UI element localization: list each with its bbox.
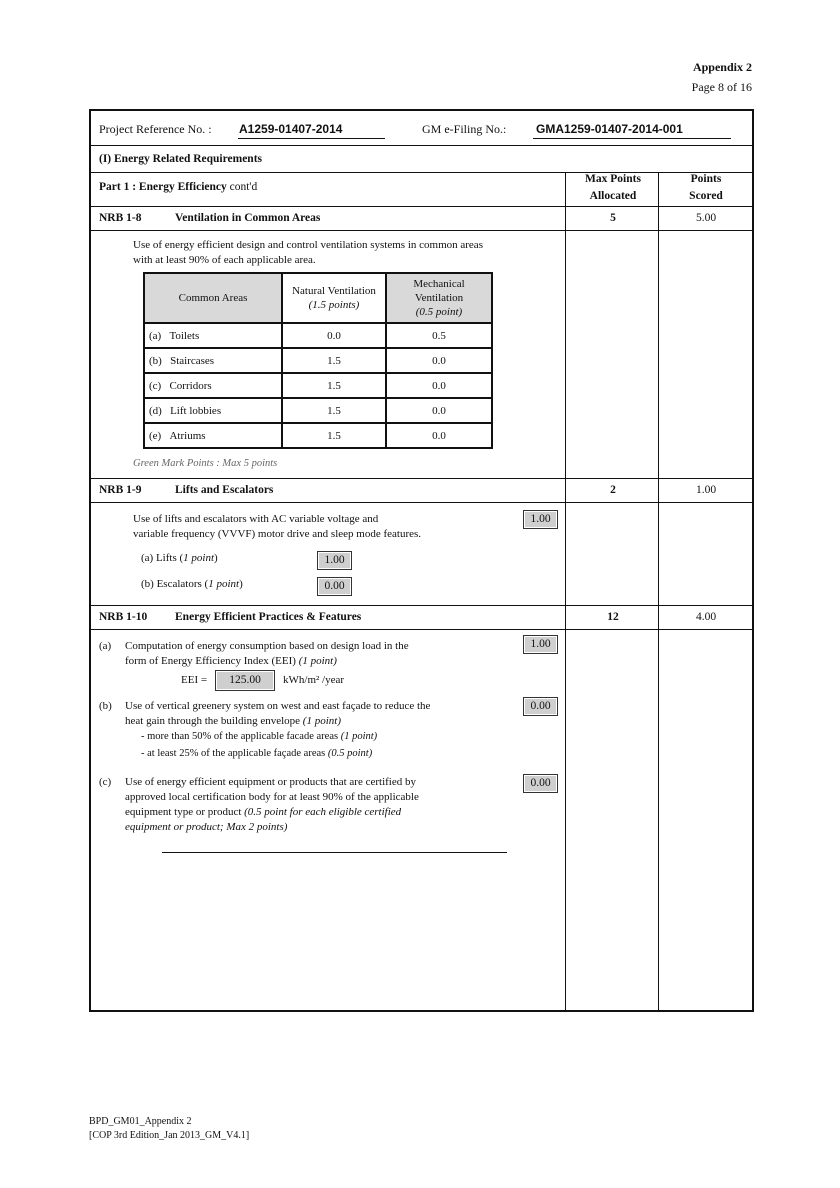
nrb19-max: 2: [610, 484, 616, 496]
mechanical-value: 0.0: [386, 348, 492, 373]
row-id: (b): [149, 354, 162, 367]
item-b-text: heat gain through the building envelope (1 point): [125, 715, 341, 727]
table-row: [144, 423, 492, 448]
row-id: (a): [149, 329, 162, 342]
nrb18-title: Ventilation in Common Areas: [175, 212, 321, 224]
points-scored-header: Scored: [689, 190, 723, 202]
eei-label: EEI =: [181, 674, 208, 686]
item-a-text: form of Energy Efficiency Index (EEI) (1 point): [125, 655, 337, 667]
nrb18-score: 5.00: [695, 212, 717, 224]
nrb110-code: NRB 1-10: [99, 611, 148, 623]
nrb110-title: Energy Efficient Practices & Features: [175, 611, 362, 623]
end-rule: [162, 852, 507, 853]
nrb18-code: NRB 1-8: [99, 212, 142, 224]
nrb18-desc: with at least 90% of each applicable area.: [133, 254, 316, 266]
column-divider: [658, 172, 659, 1010]
green-mark-note: Green Mark Points : Max 5 points: [133, 458, 278, 469]
item-b-sub: - at least 25% of the applicable façade areas (0.5 point): [141, 748, 373, 759]
item-b-id: (b): [99, 700, 112, 712]
project-ref-label: Project Reference No. :: [99, 122, 212, 136]
item-c-field[interactable]: 0.00: [523, 774, 558, 793]
eei-unit: kWh/m² /year: [283, 674, 345, 686]
divider: [91, 478, 752, 479]
nrb19-desc: variable frequency (VVVF) motor drive and sleep mode features.: [133, 528, 422, 540]
divider: [91, 206, 752, 207]
item-c-text: equipment or product; Max 2 points): [125, 821, 288, 833]
eei-field[interactable]: 125.00: [215, 670, 275, 691]
natural-value: 1.5: [282, 423, 386, 448]
divider: [91, 605, 752, 606]
item-b-text: Use of vertical greenery system on west and east façade to reduce the: [125, 700, 431, 712]
mechanical-value: 0.0: [386, 423, 492, 448]
natural-value: 0.0: [282, 323, 386, 348]
section-title: (I) Energy Related Requirements: [99, 153, 262, 165]
efiling-label: GM e-Filing No.:: [422, 122, 507, 136]
row-id: (c): [149, 379, 162, 392]
page-number: Page 8 of 16: [691, 80, 752, 94]
footer-edition: [COP 3rd Edition_Jan 2013_GM_V4.1]: [89, 1130, 250, 1141]
max-points-header: Max Points: [585, 173, 641, 185]
nrb110-max: 12: [607, 611, 619, 623]
form-frame: [89, 109, 754, 1012]
row-area: Corridors: [169, 379, 212, 392]
row-area: Atriums: [169, 429, 206, 442]
row-area: Staircases: [170, 354, 215, 367]
divider: [91, 230, 752, 231]
item-c-text: approved local certification body for at least 90% of the applicable: [125, 791, 419, 803]
common-areas-header: Common Areas: [144, 273, 282, 323]
row-area: Toilets: [169, 329, 200, 342]
natural-value: 1.5: [282, 373, 386, 398]
item-a-text: Computation of energy consumption based on design load in the: [125, 640, 409, 652]
divider: [91, 502, 752, 503]
item-a-id: (a): [99, 640, 112, 652]
common-areas-table: [143, 272, 493, 449]
item-b-sub: - more than 50% of the applicable facade areas (1 point): [141, 731, 378, 742]
nrb18-max: 5: [610, 212, 616, 224]
natural-ventilation-header: Natural Ventilation (1.5 points): [282, 273, 386, 323]
row-id: (e): [149, 429, 162, 442]
divider: [91, 145, 752, 146]
mechanical-value: 0.5: [386, 323, 492, 348]
lifts-label: (a) Lifts (1 point): [141, 552, 218, 564]
nrb19-title: Lifts and Escalators: [175, 484, 274, 496]
lifts-field[interactable]: 1.00: [317, 551, 352, 570]
appendix-label: Appendix 2: [692, 60, 752, 74]
points-scored-header: Points: [690, 173, 722, 185]
mechanical-value: 0.0: [386, 398, 492, 423]
project-ref-value: A1259-01407-2014: [239, 122, 343, 136]
nrb19-total-field[interactable]: 1.00: [523, 510, 558, 529]
column-divider: [565, 172, 566, 1010]
item-c-text: Use of energy efficient equipment or products that are certified by: [125, 776, 416, 788]
item-a-field[interactable]: 1.00: [523, 635, 558, 654]
escalators-field[interactable]: 0.00: [317, 577, 352, 596]
mechanical-value: 0.0: [386, 373, 492, 398]
mechanical-ventilation-header: Mechanical Ventilation (0.5 point): [386, 273, 492, 323]
nrb19-desc: Use of lifts and escalators with AC variable voltage and: [133, 513, 379, 525]
nrb18-desc: Use of energy efficient design and control ventilation systems in common areas: [133, 239, 483, 251]
efiling-value: GMA1259-01407-2014-001: [536, 122, 683, 136]
item-b-field[interactable]: 0.00: [523, 697, 558, 716]
nrb110-score: 4.00: [695, 611, 717, 623]
natural-value: 1.5: [282, 348, 386, 373]
table-row: [144, 398, 492, 423]
natural-value: 1.5: [282, 398, 386, 423]
item-c-text: equipment type or product (0.5 point for each eligible certified: [125, 806, 402, 818]
row-id: (d): [149, 404, 162, 417]
table-row: [144, 373, 492, 398]
nrb19-code: NRB 1-9: [99, 484, 142, 496]
row-area: Lift lobbies: [170, 404, 222, 417]
item-c-id: (c): [99, 776, 112, 788]
table-row: [144, 323, 492, 348]
max-points-header: Allocated: [589, 190, 637, 202]
part-title: Part 1 : Energy Efficiency cont'd: [99, 181, 258, 193]
table-row: [144, 348, 492, 373]
nrb19-score: 1.00: [695, 484, 717, 496]
escalators-label: (b) Escalators (1 point): [141, 578, 243, 590]
divider: [91, 629, 752, 630]
efiling-underline: [533, 138, 731, 139]
footer-doc-id: BPD_GM01_Appendix 2: [89, 1116, 192, 1127]
project-ref-underline: [238, 138, 385, 139]
